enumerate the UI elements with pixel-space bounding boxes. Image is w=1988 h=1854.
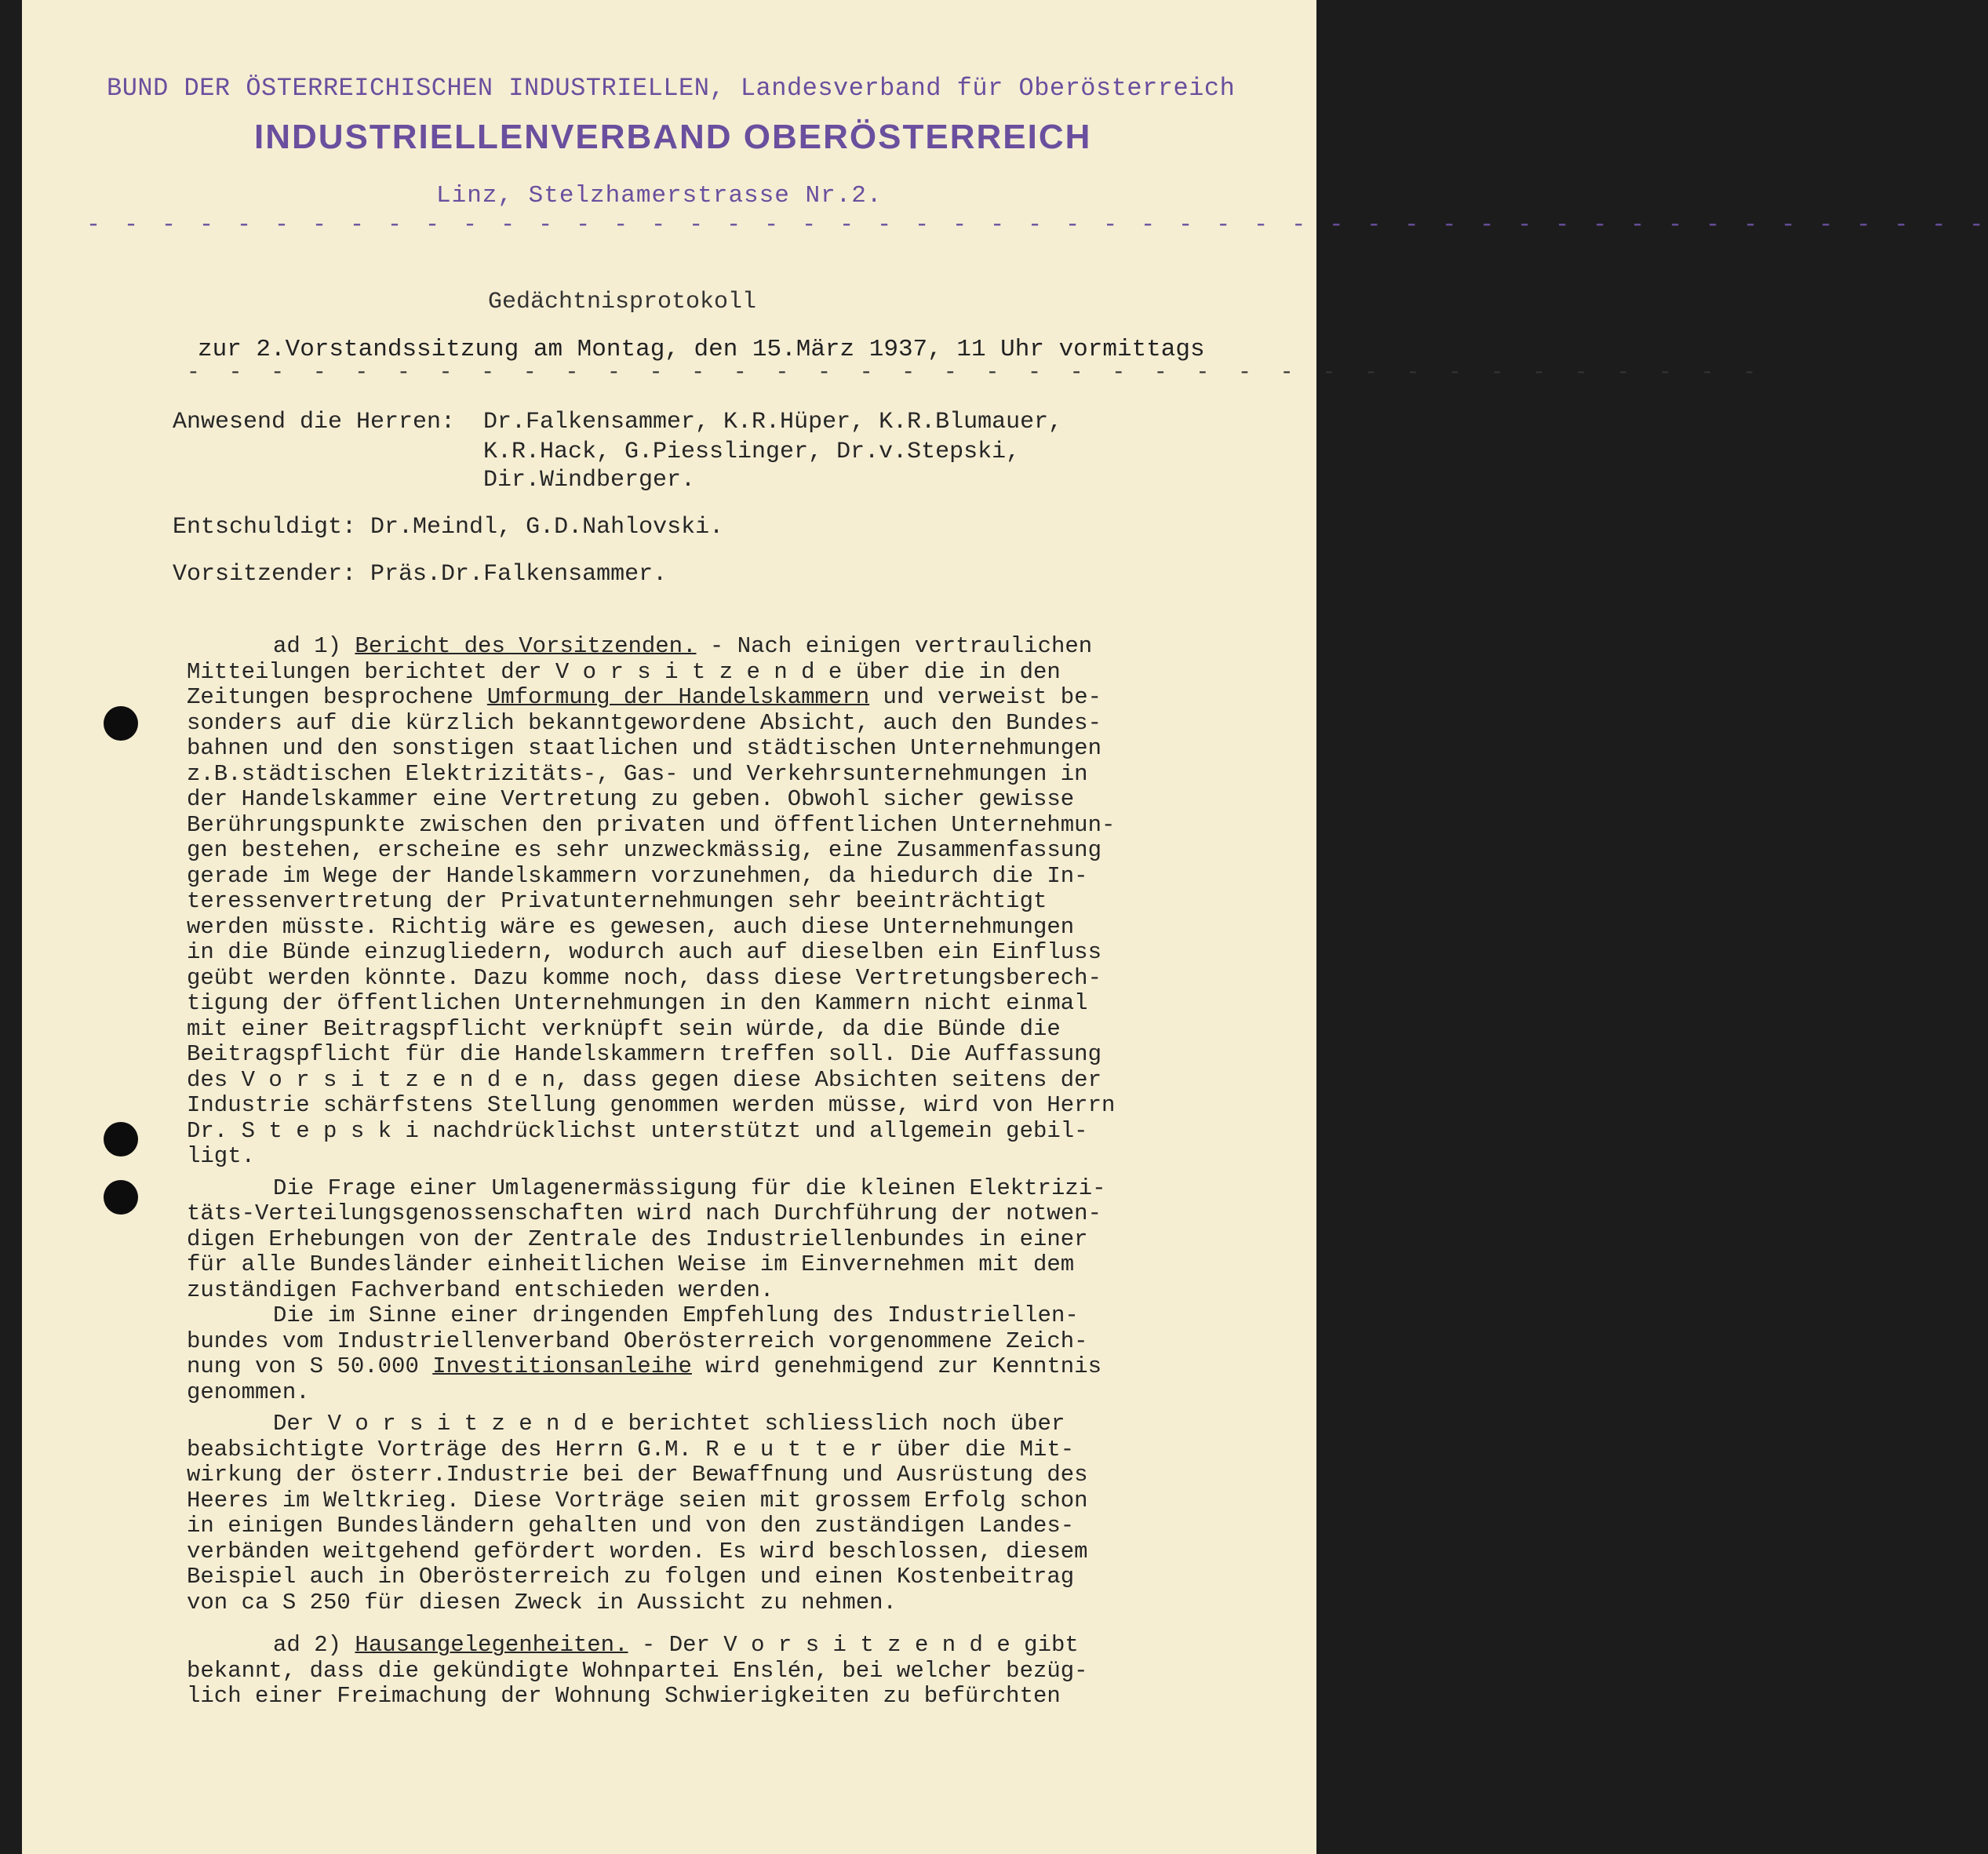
protocol-title: Gedächtnisprotokoll: [488, 289, 757, 315]
present-line-1: Dr.Falkensammer, K.R.Hüper, K.R.Blumauer,: [483, 409, 1063, 435]
document-page: [22, 0, 1988, 1854]
punch-hole-bottom: [104, 1180, 138, 1215]
excused-line: Entschuldigt: Dr.Meindl, G.D.Nahlovski.: [173, 514, 724, 541]
chair-line: Vorsitzender: Präs.Dr.Falkensammer.: [173, 561, 668, 588]
letterhead-organization: BUND DER ÖSTERREICHISCHEN INDUSTRIELLEN, Landesverband für Oberösterreich: [107, 74, 1236, 103]
protocol-subtitle: zur 2.Vorstandssitzung am Montag, den 15.März 1937, 11 Uhr vormittags: [198, 336, 1205, 363]
present-label: Anwesend die Herren:: [173, 409, 456, 435]
punch-hole-top: [104, 706, 138, 741]
section1-heading: Bericht des Vorsitzenden.: [355, 633, 697, 659]
handelskammern-underline: Umformung der Handelskammern: [486, 684, 870, 710]
letterhead-title: INDUSTRIELLENVERBAND OBERÖSTERREICH: [254, 118, 1092, 156]
investitionsanleihe-underline: Investitionsanleihe: [432, 1353, 692, 1379]
present-line-3: Dir.Windberger.: [483, 467, 696, 494]
present-line-2: K.R.Hack, G.Piesslinger, Dr.v.Stepski,: [483, 439, 1021, 465]
letterhead-address: Linz, Stelzhamerstrasse Nr.2.: [436, 182, 883, 209]
letterhead-divider: - - - - - - - - - - - - - - - - - - - - - - - - - - - - - - - - - - - - - - - - - - - - - - - - - - -: [86, 212, 1988, 239]
section2-heading: Hausangelegenheiten.: [355, 1632, 628, 1658]
subtitle-divider: - - - - - - - - - - - - - - - - - - - - - - - - - - - - - - - - - - - - - -: [187, 361, 1764, 385]
protocol-body: ad 1) Bericht des Vorsitzenden. - Nach einigen vertraulichen Mitteilungen berichtet der V o r s i t z e n d e über die in den Zeitungen besprochene Umformung der Handelskammern und verweist be- sonders auf die kürzlich bekanntgewordene Absicht, auch den Bundes- bahnen und den sonstigen staatlichen und städtischen Unternehmungen z.B.städtischen Elektrizitäts-, Gas- und Verkehrsunternehmungen in der Handelskammer eine Vertretung zu geben. Obwohl sicher gewisse Berührungspunkte zwischen den privaten und öffentlichen Unternehmun- gen bestehen, erscheine es sehr unzweckmässig, eine Zusammenfassung gerade im Wege der Handelskammern vorzunehmen, da hiedurch die In- teressenvertretung der Privatunternehmungen sehr beeinträchtigt werden müsste. Richtig wäre es gewesen, auch diese Unternehmungen in die Bünde einzugliedern, wodurch auch auf dieselben ein Einfluss geübt werden könnte. Dazu komme noch, dass diese Vertretungsberech- tigung der öffentlichen Unternehmungen in den Kammern nicht einmal mit einer Beitragspflicht verknüpft sein würde, da die Bünde die Beitragspflicht für die Handelskammern treffen soll. Die Auffassung des V o r s i t z e n d e n, dass gegen diese Absichten seitens der Industrie schärfstens Stellung genommen werden müsse, wird von Herrn Dr. S t e p s k i nachdrücklichst unterstützt und allgemein gebil- ligt. Die Frage einer Umlagenermässigung für die kleinen Elektrizi- täts-Verteilungsgenossenschaften wird nach Durchführung der notwen- digen Erhebungen von der Zentrale des Industriellenbundes in einer für alle Bundesländer einheitlichen Weise im Einvernehmen mit dem zuständigen Fachverband entschieden werden. Die im Sinne einer dringenden Empfehlung des Industriellen- bundes vom Industriellenverband Oberösterreich vorgenommene Zeich- nung von S 50.000 Investitionsanleihe wird genehmigend zur Kenntnis genommen. Der V o r s i t z e n d e berichtet schliesslich noch über beabsichtigte Vorträge des Herrn G.M. R e u t t e r über die Mit- wirkung der österr.Industrie bei der Bewaffnung und Ausrüstung des Heeres im Weltkrieg. Diese Vorträge seien mit grossem Erfolg schon in einigen Bundesländern gehalten und von den zuständigen Landes- verbänden weitgehend gefördert worden. Es wird beschlossen, diesem Beispiel auch in Oberösterreich zu folgen und einen Kostenbeitrag von ca S 250 für diesen Zweck in Aussicht zu nehmen. ad 2) Hausangelegenheiten. - Der V o r s i t z e n d e gibt bekannt, dass die gekündigte Wohnpartei Enslén, bei welcher bezüg- lich einer Freimachung der Wohnung Schwierigkeiten zu befürchten: [187, 633, 1116, 1709]
punch-hole-middle: [104, 1122, 138, 1156]
